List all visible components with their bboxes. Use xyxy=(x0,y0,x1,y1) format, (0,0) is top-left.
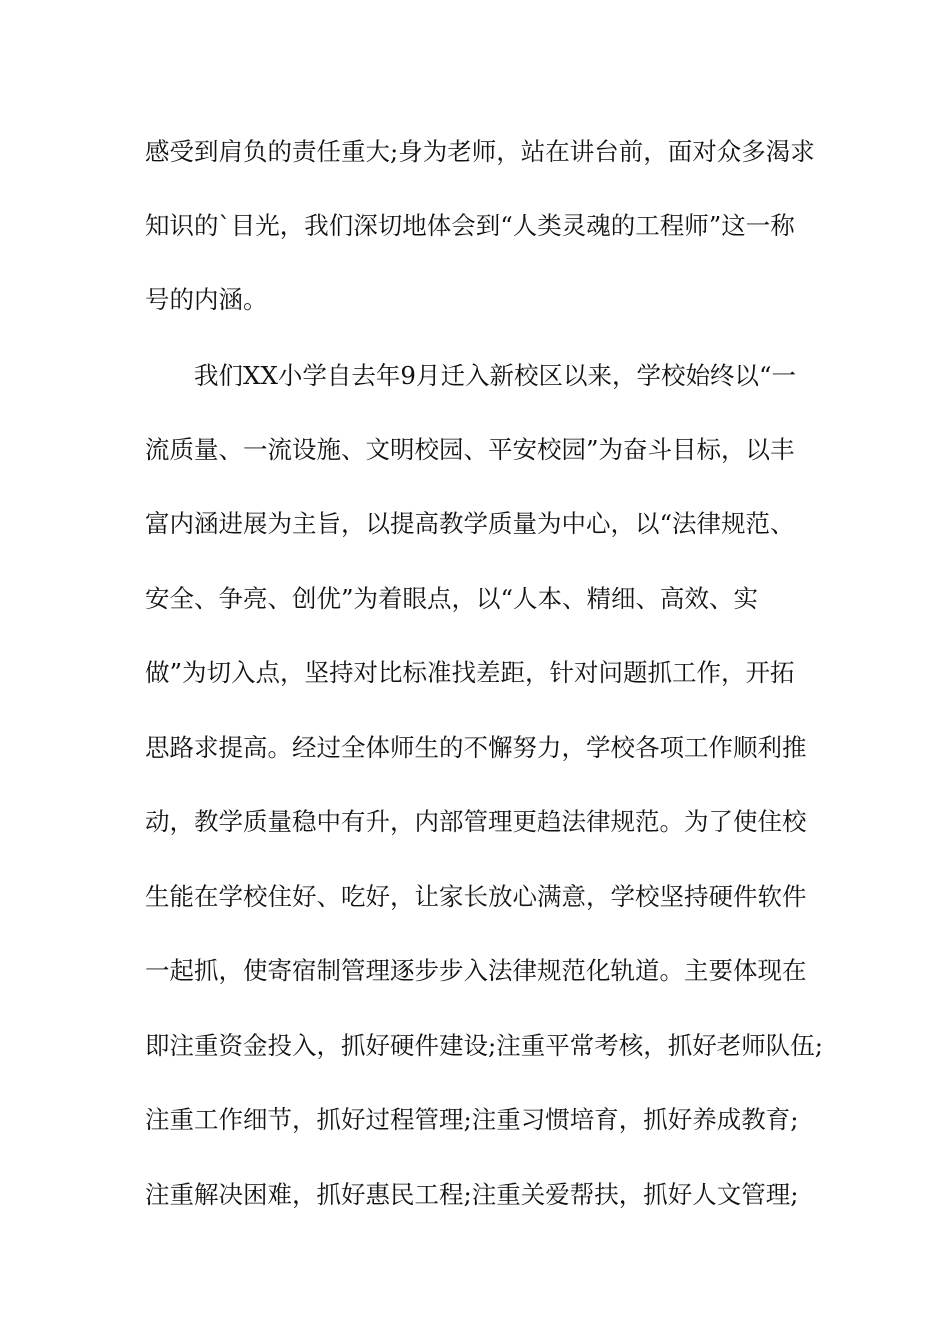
text-line: 做”为切入点，坚持对比标准找差距，针对问题抓工作，开拓 xyxy=(145,658,795,687)
text-line: 注重解决困难，抓好惠民工程;注重关爱帮扶，抓好人文管理; xyxy=(145,1180,799,1209)
text-line: 一起抓，使寄宿制管理逐步步入法律规范化轨道。主要体现在 xyxy=(145,956,807,985)
text-line: 知识的`目光，我们深切地体会到“人类灵魂的工程师”这一称 xyxy=(145,211,795,240)
text-line: 注重工作细节，抓好过程管理;注重习惯培育，抓好养成教育; xyxy=(145,1105,799,1134)
text-line: 即注重资金投入，抓好硬件建设;注重平常考核，抓好老师队伍; xyxy=(145,1031,824,1060)
text-line: 动，教学质量稳中有升，内部管理更趋法律规范。为了使住校 xyxy=(145,807,807,836)
text-line: 感受到肩负的责任重大;身为老师，站在讲台前，面对众多渴求 xyxy=(145,137,815,166)
text-line: 流质量、一流设施、文明校园、平安校园”为奋斗目标，以丰 xyxy=(145,435,795,464)
text-line: 思路求提高。经过全体师生的不懈努力，学校各项工作顺利推 xyxy=(145,733,807,762)
paragraph-start-line: 我们XX小学自去年9月迁入新校区以来，学校始终以“一 xyxy=(194,361,796,390)
text-line: 安全、争亮、创优”为着眼点，以“人本、精细、高效、实 xyxy=(145,584,759,613)
text-line: 生能在学校住好、吃好，让家长放心满意，学校坚持硬件软件 xyxy=(145,882,807,911)
text-line: 号的内涵。 xyxy=(145,285,268,314)
text-line: 富内涵进展为主旨，以提高教学质量为中心，以“法律规范、 xyxy=(145,509,795,538)
